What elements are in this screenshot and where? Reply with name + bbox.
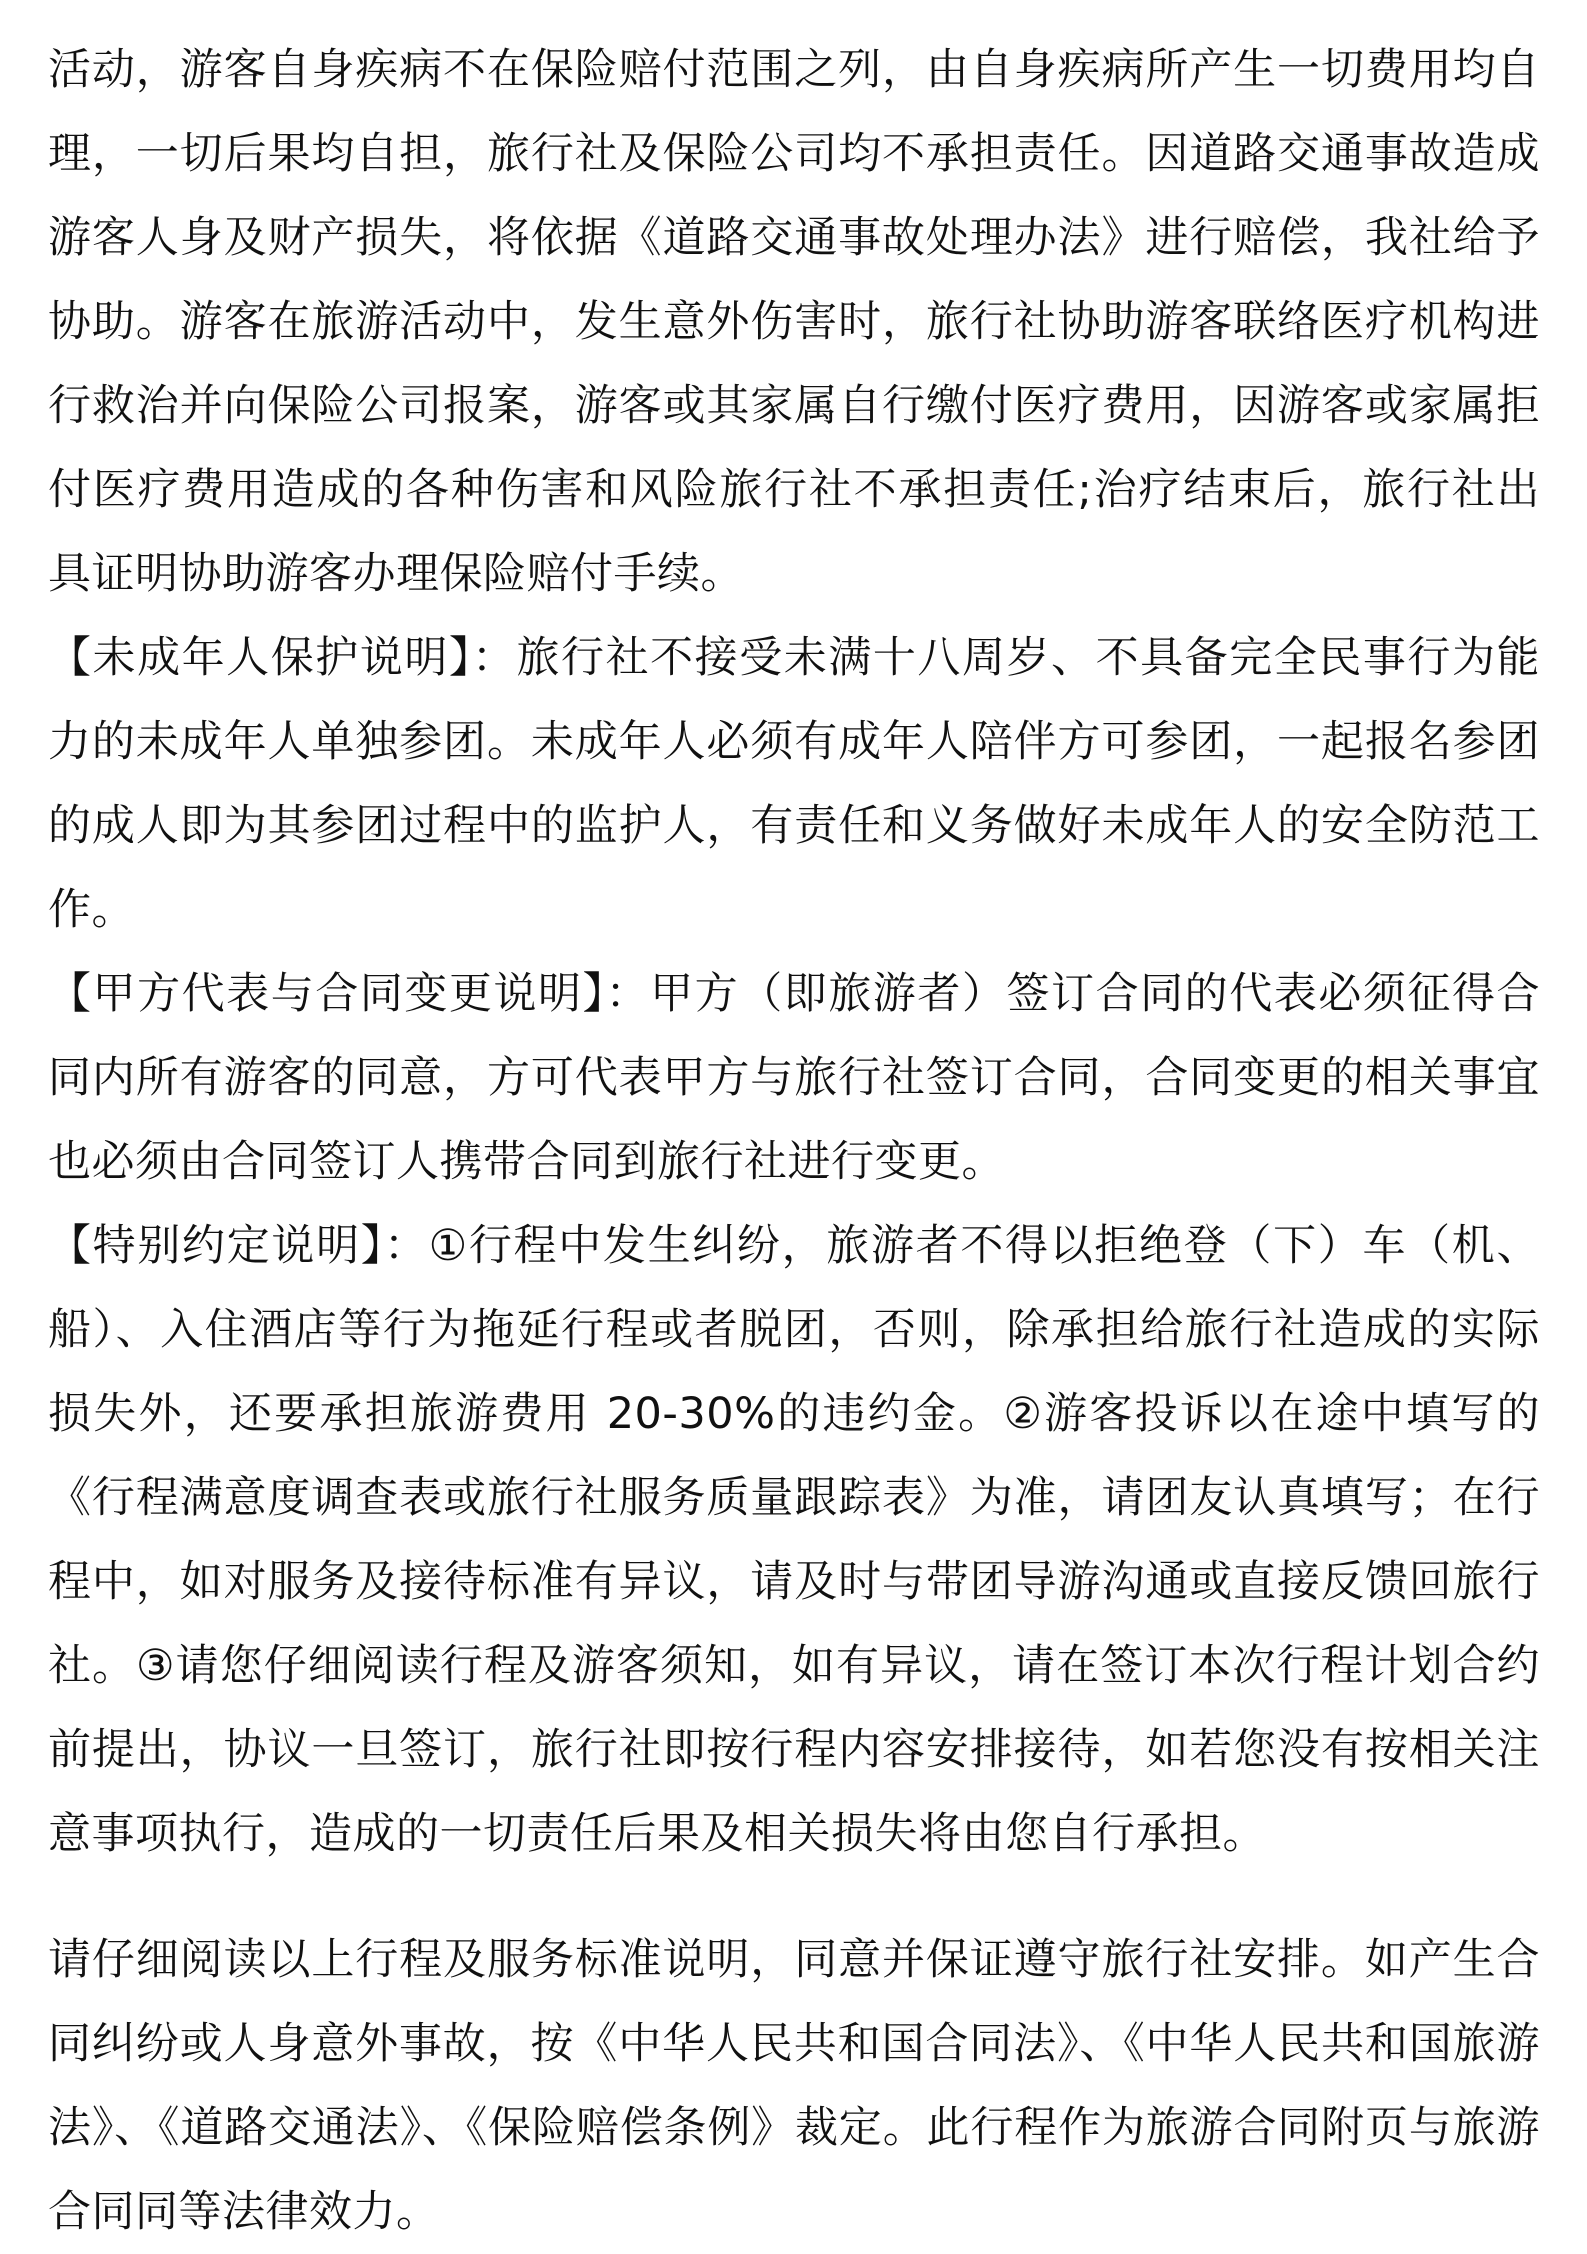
- closing-statement-paragraph: 请仔细阅读以上行程及服务标准说明，同意并保证遵守旅行社安排。如产生合同纠纷或人身意外事故，按《中华人民共和国合同法》、《中华人民共和国旅游法》、《道路交通法》、《保险赔偿条例》裁定。此行程作为旅游合同附页与旅游合同同等法律效力。: [48, 1935, 1540, 2237]
- minor-protection-paragraph: [48, 616, 1540, 952]
- special-agreement-paragraph: [48, 1204, 1540, 1876]
- special-agreement-heading: 【特别约定说明】：: [48, 1221, 429, 1271]
- minor-protection-heading: 【未成年人保护说明】：: [48, 633, 517, 683]
- document-body: [48, 28, 1540, 2254]
- party-a-representative-paragraph: [48, 952, 1540, 1204]
- insurance-paragraph: 活动，游客自身疾病不在保险赔付范围之列，由自身疾病所产生一切费用均自理，一切后果均自担，旅行社及保险公司均不承担责任。因道路交通事故造成游客人身及财产损失，将依据《道路交通事故处理办法》进行赔偿，我社给予协助。游客在旅游活动中，发生意外伤害时，旅行社协助游客联络医疗机构进行救治并向保险公司报案，游客或其家属自行缴付医疗费用，因游客或家属拒付医疗费用造成的各种伤害和风险旅行社不承担责任;治疗结束后，旅行社出具证明协助游客办理保险赔付手续。: [48, 45, 1540, 599]
- special-agreement-text: ①行程中发生纠纷，旅游者不得以拒绝登（下）车（机、船）、入住酒店等行为拖延行程或者脱团，否则，除承担给旅行社造成的实际损失外，还要承担旅游费用 20-30%的违约金。②游客投诉以在途中填写的《行程满意度调查表或旅行社服务质量跟踪表》为准，请团友认真填写；在行程中，如对服务及接待标准有异议，请及时与带团导游沟通或直接反馈回旅行社。③请您仔细阅读行程及游客须知，如有异议，请在签订本次行程计划合约前提出，协议一旦签订，旅行社即按行程内容安排接待，如若您没有按相关注意事项执行，造成的一切责任后果及相关损失将由您自行承担。: [48, 1221, 1540, 1859]
- minor-protection-text: 旅行社不接受未满十八周岁、不具备完全民事行为能力的未成年人单独参团。未成年人必须有成年人陪伴方可参团，一起报名参团的成人即为其参团过程中的监护人，有责任和义务做好未成年人的安全防范工作。: [48, 633, 1540, 935]
- party-a-representative-heading: 【甲方代表与合同变更说明】：: [48, 969, 651, 1019]
- party-a-representative-text: 甲方（即旅游者）签订合同的代表必须征得合同内所有游客的同意，方可代表甲方与旅行社签订合同，合同变更的相关事宜也必须由合同签订人携带合同到旅行社进行变更。: [48, 969, 1541, 1187]
